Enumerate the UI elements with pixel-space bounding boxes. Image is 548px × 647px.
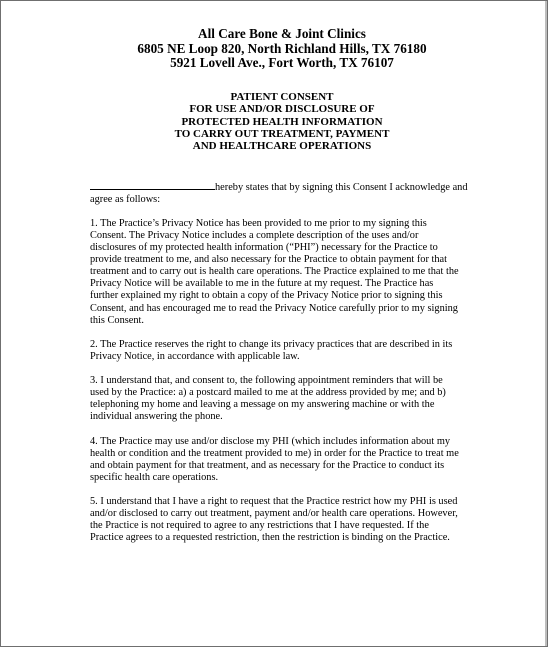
paragraph-line: 1. The Practice’s Privacy Notice has been provided to me prior to my signing this	[90, 217, 427, 229]
paragraph-line: telephoning my home and leaving a message on my answering machine or with the	[90, 399, 435, 411]
paragraph-line: the Practice is not required to agree to any restrictions that I have requested. If the	[90, 520, 429, 532]
title-line: PATIENT CONSENT	[230, 91, 334, 104]
paragraph-line: disclosures of my protected health information (“PHI”) necessary for the Practice to	[90, 242, 438, 254]
paragraph-line: individual answering the phone.	[90, 411, 223, 423]
consent-body	[90, 180, 470, 545]
intro-text: hereby states that by signing this Consent I acknowledge and	[215, 181, 468, 193]
paragraph-line: this Consent.	[90, 314, 145, 326]
paragraph-line: treatment and to carry out is health care operations. The Practice explained to me that the	[90, 266, 459, 278]
paragraph-1	[90, 218, 470, 327]
intro-paragraph	[90, 180, 470, 206]
paragraph-line: and/or disclosed to carry out treatment, payment and/or health care operations. However,	[90, 508, 458, 520]
paragraph-5	[90, 496, 470, 544]
paragraph-line: 2. The Practice reserves the right to change its privacy practices that are described in its	[90, 338, 453, 350]
paragraph-line: Consent, and has encouraged me to read the Privacy Notice carefully prior to my signing	[90, 302, 458, 314]
paragraph-2	[90, 339, 470, 363]
paragraph-4	[90, 436, 470, 484]
consent-document	[90, 27, 470, 557]
title-line: TO CARRY OUT TREATMENT, PAYMENT	[174, 128, 390, 140]
clinic-address-1: 6805 NE Loop 820, North Richland Hills, TX 76180	[137, 40, 427, 56]
paragraph-line: used by the Practice: a) a postcard mailed to me at the address provided by me; and b)	[90, 387, 446, 399]
intro-text: agree as follows:	[90, 193, 161, 205]
paragraph-line: 3. I understand that, and consent to, the following appointment reminders that will be	[90, 375, 443, 387]
clinic-address-2: 5921 Lovell Ave., Fort Worth, TX 76107	[170, 55, 394, 71]
document-title	[94, 91, 470, 152]
clinic-name: All Care Bone & Joint Clinics	[198, 26, 366, 41]
title-line: AND HEALTHCARE OPERATIONS	[192, 140, 372, 153]
paragraph-line: 4. The Practice may use and/or disclose my PHI (which includes information about my	[90, 435, 451, 447]
paragraph-line: health or condition and the treatment provided to me) in order for the Practice to treat me	[90, 447, 459, 459]
title-line: PROTECTED HEALTH INFORMATION	[181, 115, 383, 128]
paragraph-line: Practice agrees to a requested restriction, then the restriction is binding on the Practice.	[90, 532, 450, 544]
paragraph-line: further explained my right to obtain a copy of the Privacy Notice prior to signing this	[90, 290, 443, 302]
paragraph-line: specific health care operations.	[90, 471, 219, 483]
paragraph-line: Privacy Notice, in accordance with applicable law.	[90, 350, 300, 362]
paragraph-line: provide treatment to me, and also necessary for the Practice to obtain payment for that	[90, 254, 448, 266]
paragraph-3	[90, 375, 470, 423]
paragraph-line: 5. I understand that I have a right to request that the Practice restrict how my PHI is used	[90, 496, 458, 508]
paragraph-line: Consent. The Privacy Notice includes a complete description of the uses and/or	[90, 229, 419, 241]
paragraph-line: and obtain payment for that treatment, and as necessary for the Practice to conduct its	[90, 459, 445, 471]
clinic-header	[94, 27, 470, 71]
title-line: FOR USE AND/OR DISCLOSURE OF	[189, 103, 375, 116]
patient-name-blank[interactable]	[90, 180, 215, 190]
page-edge	[545, 1, 547, 646]
paragraph-line: Privacy Notice will be available to me in the future at my request. The Practice has	[90, 278, 434, 290]
